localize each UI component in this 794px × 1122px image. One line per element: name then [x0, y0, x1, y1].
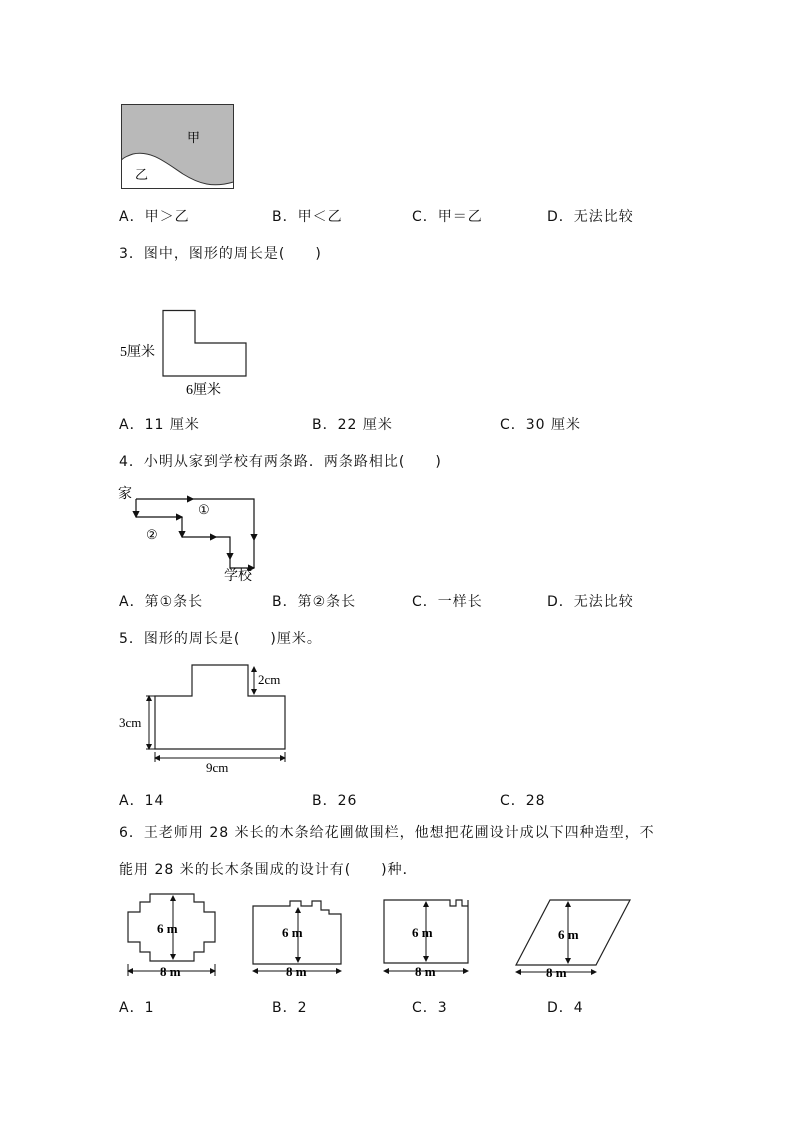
- q6-text-line1: 6．王老师用 28 米长的木条给花圃做围栏，他想把花圃设计成以下四种造型，不: [119, 825, 655, 841]
- l-shape-outline: [163, 311, 246, 377]
- shape2-height-label: 6 m: [282, 925, 303, 940]
- q4-option-c[interactable]: C．一样长: [412, 594, 483, 610]
- q3-option-b[interactable]: B．22 厘米: [312, 417, 393, 433]
- q6-option-d[interactable]: D．4: [547, 1000, 584, 1016]
- q3-text: 3．图中，图形的周长是( ): [119, 246, 322, 262]
- q4-option-b[interactable]: B．第②条长: [272, 594, 357, 610]
- q4-option-d[interactable]: D．无法比较: [547, 594, 634, 610]
- q6-shape-1: [120, 892, 225, 982]
- q2-option-b[interactable]: B．甲＜乙: [272, 209, 343, 225]
- q2-option-a[interactable]: A．甲＞乙: [119, 209, 190, 225]
- q6-shape-2: [245, 892, 350, 982]
- shape3-height-label: 6 m: [412, 925, 433, 940]
- q6-shape-3: [378, 892, 478, 982]
- jia-label: 甲: [187, 130, 201, 145]
- school-label: 学校: [224, 569, 252, 584]
- q6-option-b[interactable]: B．2: [272, 1000, 308, 1016]
- q4-route-figure: [118, 482, 298, 587]
- shape4-width-label: 8 m: [546, 965, 567, 980]
- route2-label: ②: [146, 527, 158, 542]
- q2-option-c[interactable]: C．甲＝乙: [412, 209, 483, 225]
- shape1-height-label: 6 m: [157, 921, 178, 936]
- q5-left-label: 3cm: [119, 715, 142, 730]
- route1-label: ①: [198, 502, 210, 517]
- shape4-height-label: 6 m: [558, 927, 579, 942]
- q4-option-a[interactable]: A．第①条长: [119, 594, 204, 610]
- q4-text: 4．小明从家到学校有两条路．两条路相比( ): [119, 454, 442, 470]
- q5-option-a[interactable]: A．14: [119, 793, 165, 809]
- q5-option-c[interactable]: C．28: [500, 793, 546, 809]
- q5-t-shape-figure: [118, 664, 303, 776]
- q6-option-a[interactable]: A．1: [119, 1000, 155, 1016]
- jia-yi-diagram: [121, 104, 235, 190]
- shape3-width-label: 8 m: [415, 964, 436, 979]
- q5-text: 5．图形的周长是( )厘米。: [119, 631, 322, 647]
- q5-option-b[interactable]: B．26: [312, 793, 358, 809]
- q6-shape-4: [508, 892, 638, 982]
- q6-option-c[interactable]: C．3: [412, 1000, 448, 1016]
- q3-option-a[interactable]: A．11 厘米: [119, 417, 200, 433]
- q6-text-line2: 能用 28 米的长木条围成的设计有( )种．: [119, 862, 418, 878]
- yi-label: 乙: [135, 167, 149, 182]
- q3-option-c[interactable]: C．30 厘米: [500, 417, 582, 433]
- q5-bottom-label: 9cm: [206, 760, 229, 775]
- route2-seg6: [230, 559, 254, 568]
- shape2-width-label: 8 m: [286, 964, 307, 979]
- q2-option-d[interactable]: D．无法比较: [547, 209, 634, 225]
- shape1-width-label: 8 m: [160, 964, 181, 979]
- q3-l-shape-figure: [120, 310, 255, 400]
- q5-top-label: 2cm: [258, 672, 281, 687]
- home-label: 家: [118, 487, 132, 502]
- q3-width-label: 6厘米: [186, 383, 221, 398]
- route2-seg5: [216, 537, 230, 559]
- q3-height-label: 5厘米: [120, 345, 155, 360]
